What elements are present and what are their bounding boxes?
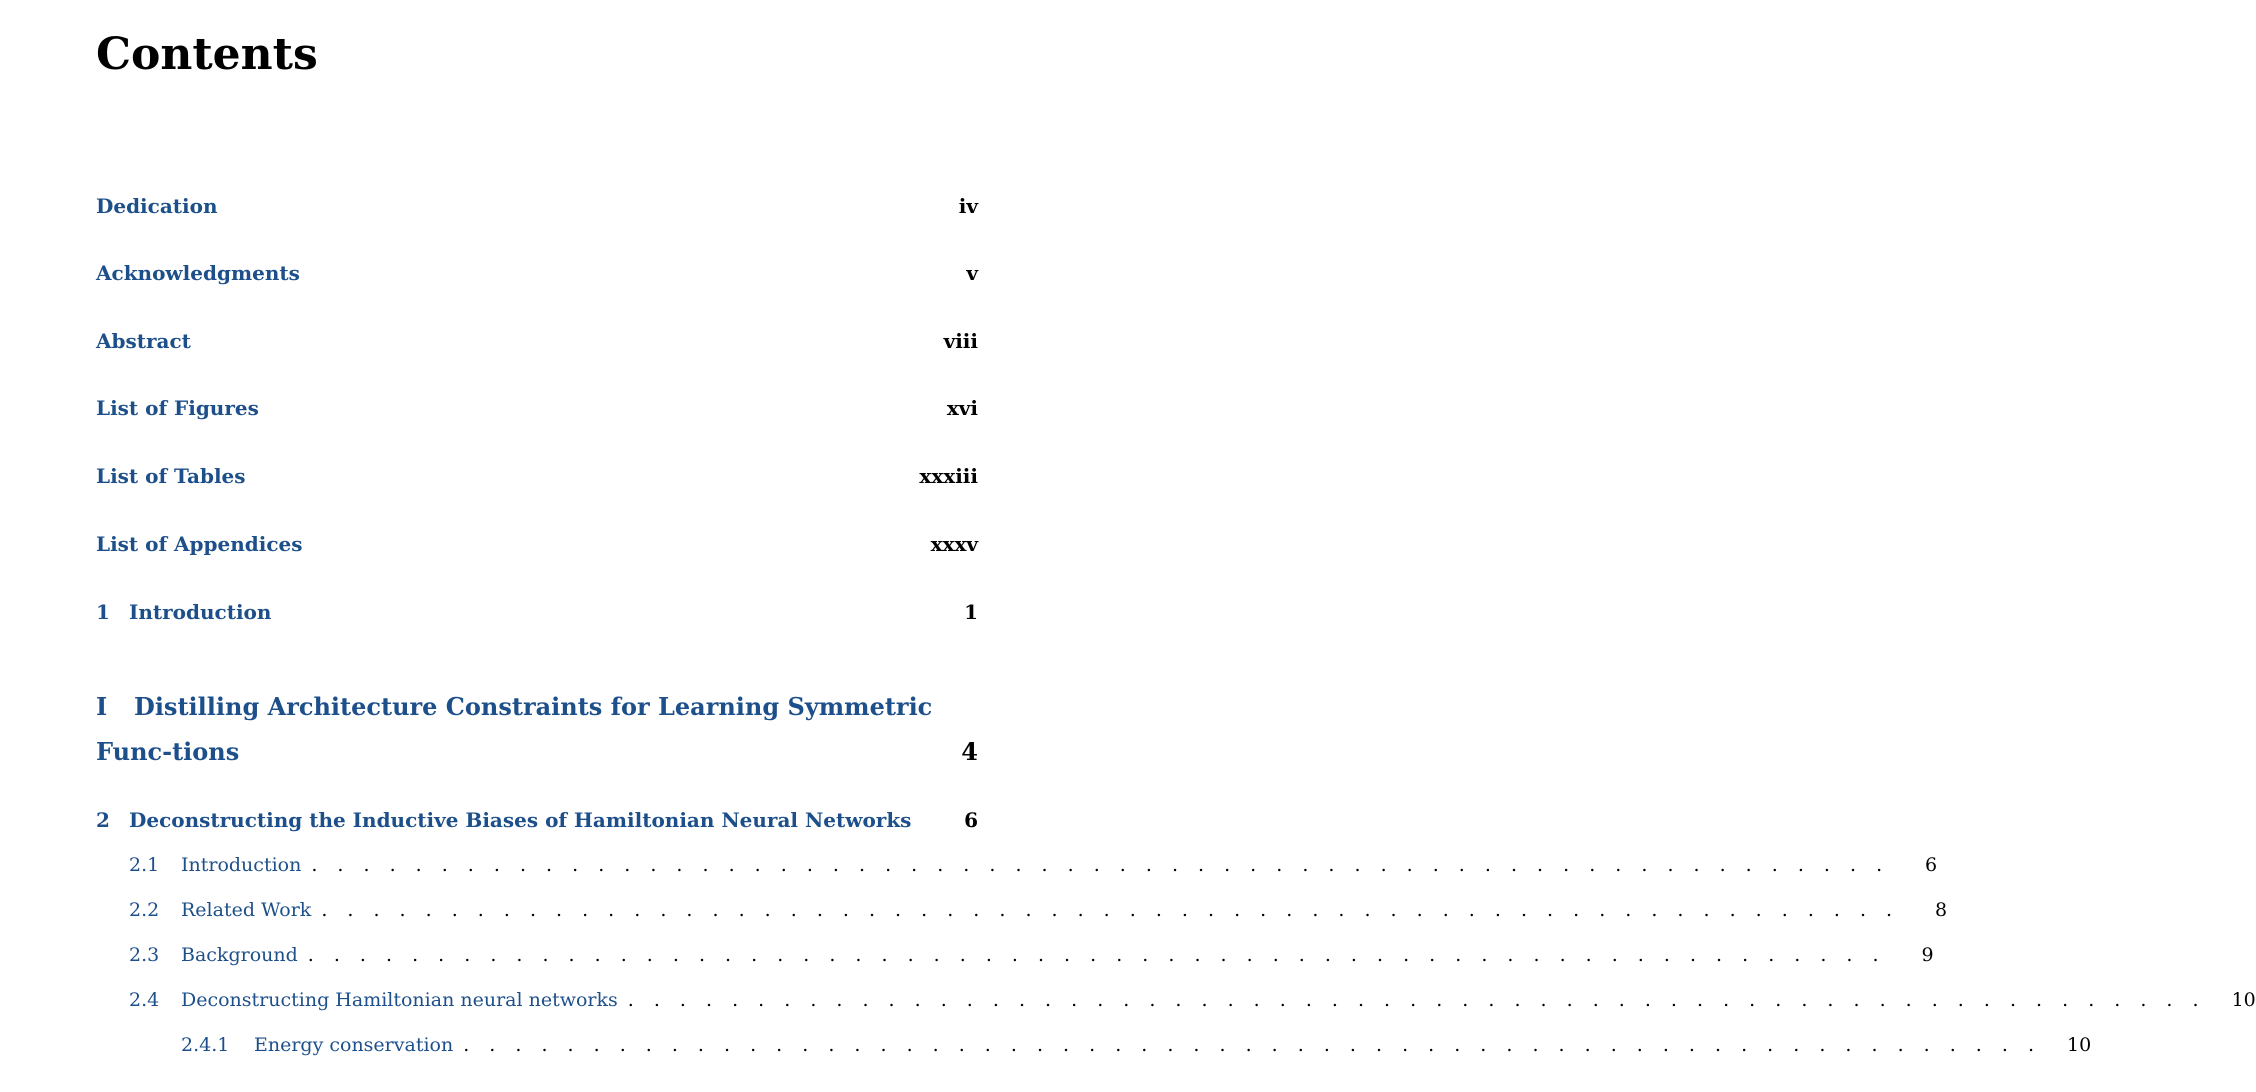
part-number: I [96, 692, 108, 721]
toc-link-dedication[interactable]: Dedication [96, 194, 218, 218]
toc-link-subsection[interactable] [181, 1030, 453, 1060]
toc-page-number: xxxiii [919, 464, 978, 488]
toc-page-number: 6 [964, 808, 978, 832]
section-title: Related Work [181, 899, 312, 921]
chapter-number: 1 [96, 600, 110, 624]
section-number: 2.2 [129, 899, 160, 921]
toc-section-2-2 [129, 895, 1948, 925]
toc-entry-list-of-figures [96, 393, 978, 423]
toc-entry-dedication [96, 191, 978, 221]
toc-chapter-2 [96, 805, 978, 835]
dot-leader: . . . . . . . . . . . . . . . . . . . . . . . . . . . . . . . . . . . . . . . . . . . . . . . . . . . . . . . . . . . . . [321, 899, 1900, 921]
toc-chapter-1 [96, 597, 978, 627]
section-number: 2.1 [129, 854, 160, 876]
toc-subsection-2-4-1 [181, 1030, 2092, 1060]
toc-link-list-of-appendices[interactable]: List of Appendices [96, 532, 303, 556]
dot-leader: . . . . . . . . . . . . . . . . . . . . . . . . . . . . . . . . . . . . . . . . . . . . . . . . . . . . . . . . . . . . . [311, 854, 1890, 876]
section-number: 2.3 [129, 944, 160, 966]
toc-page-number: iv [958, 194, 978, 218]
section-title: Deconstructing Hamiltonian neural networks [181, 989, 618, 1011]
dot-leader: . . . . . . . . . . . . . . . . . . . . . . . . . . . . . . . . . . . . . . . . . . . . . . . . . . . . . . . . . . . . . [627, 989, 2206, 1011]
toc-section-2-3 [129, 940, 1934, 970]
toc-link-abstract[interactable]: Abstract [96, 329, 191, 353]
toc-page-number: xvi [946, 396, 978, 420]
toc-link-section[interactable] [129, 895, 311, 925]
toc-page-number: 4 [961, 737, 978, 766]
toc-entry-list-of-appendices [96, 529, 978, 559]
toc-link-section[interactable] [129, 940, 298, 970]
toc-section-2-4 [129, 985, 2256, 1015]
toc-part-1 [96, 684, 978, 778]
section-number: 2.4 [129, 989, 160, 1011]
toc-page-number: xxxv [930, 532, 978, 556]
toc-link-part-1[interactable] [96, 684, 936, 774]
page-title: Contents [96, 29, 318, 80]
toc-link-acknowledgments[interactable]: Acknowledgments [96, 261, 300, 285]
toc-entry-list-of-tables [96, 461, 978, 491]
dot-leader: . . . . . . . . . . . . . . . . . . . . . . . . . . . . . . . . . . . . . . . . . . . . . . . . . . . . . . . . . . . . . [307, 944, 1886, 966]
toc-entry-abstract [96, 326, 978, 356]
section-title: Background [181, 944, 298, 966]
toc-page-number: viii [943, 329, 978, 353]
toc-link-list-of-tables[interactable]: List of Tables [96, 464, 246, 488]
toc-page-number: 10 [2067, 1034, 2092, 1056]
toc-section-2-1 [129, 850, 1938, 880]
chapter-title: Deconstructing the Inductive Biases of Hamiltonian Neural Networks [129, 808, 912, 832]
toc-page-number: v [966, 261, 978, 285]
toc-entry-acknowledgments [96, 258, 978, 288]
toc-link-list-of-figures[interactable]: List of Figures [96, 396, 259, 420]
toc-link-section[interactable] [129, 850, 301, 880]
subsection-number: 2.4.1 [181, 1034, 230, 1056]
toc-page-number: 9 [1921, 944, 1934, 966]
toc-link-section[interactable] [129, 985, 618, 1015]
toc-link-chapter-1[interactable] [96, 597, 271, 627]
chapter-title: Introduction [129, 600, 272, 624]
toc-page-number: 8 [1935, 899, 1948, 921]
toc-page-number: 10 [2231, 989, 2256, 1011]
part-title: Distilling Architecture Constraints for Learning Symmetric Func-tions [96, 692, 933, 766]
toc-page-number: 6 [1925, 854, 1938, 876]
chapter-number: 2 [96, 808, 110, 832]
subsection-title: Energy conservation [254, 1034, 454, 1056]
dot-leader: . . . . . . . . . . . . . . . . . . . . . . . . . . . . . . . . . . . . . . . . . . . . . . . . . . . . . . . . . . . . . [463, 1034, 2042, 1056]
section-title: Introduction [181, 854, 302, 876]
toc-link-chapter-2[interactable] [96, 805, 911, 835]
toc-page-number: 1 [964, 600, 978, 624]
